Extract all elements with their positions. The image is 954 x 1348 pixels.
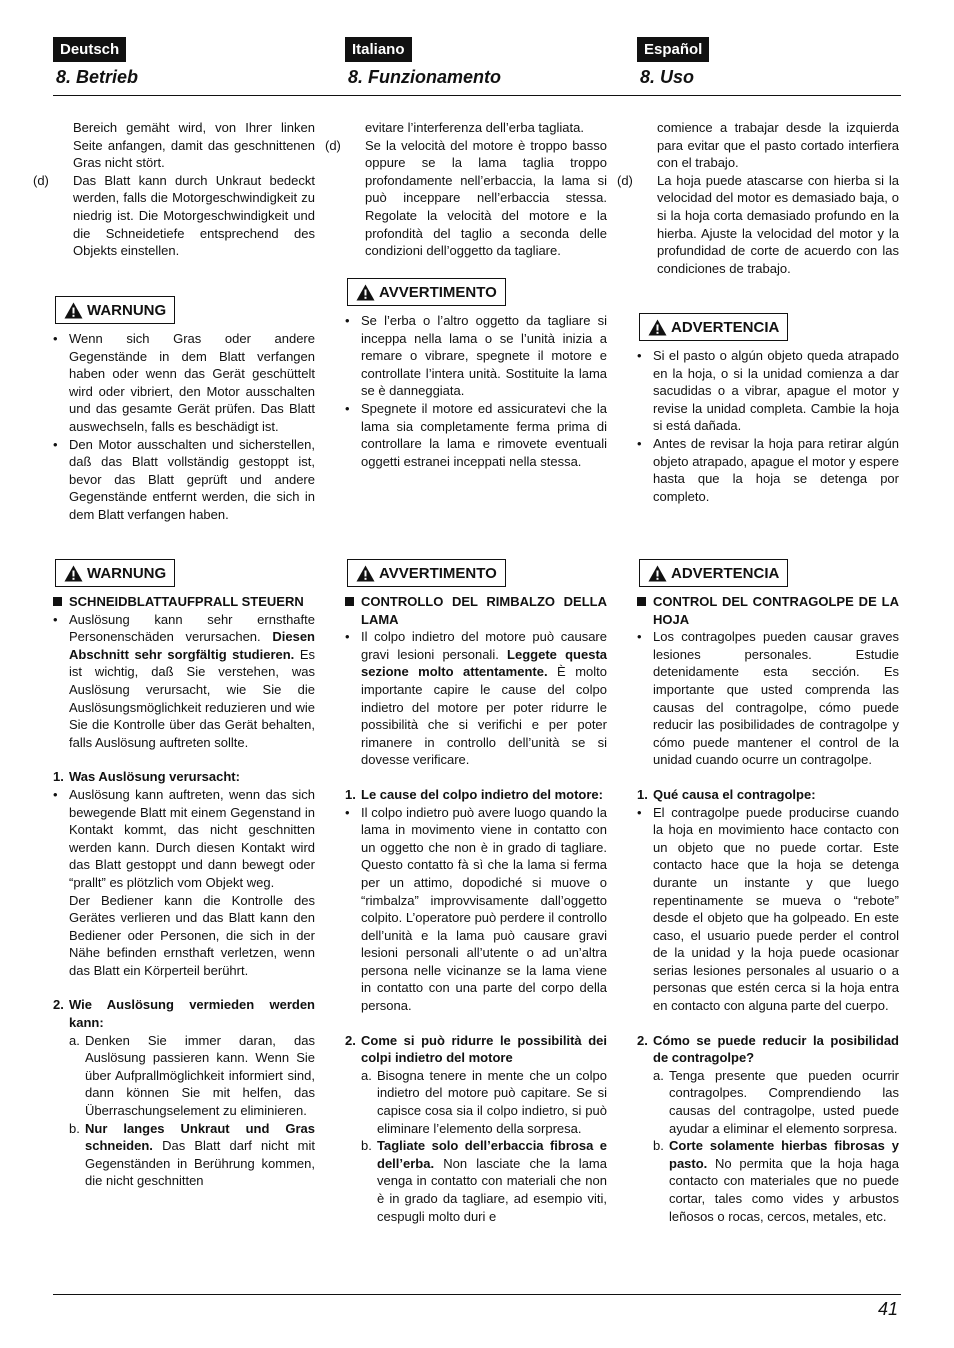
intro-text [33,119,315,260]
warning-triangle-icon [64,565,83,582]
question-2: 2. Wie Auslösung vermieden werden kann: [53,997,315,1031]
kickback-title: CONTROL DEL CONTRAGOLPE DE LA HOJA [637,593,899,628]
page-number: 41 [877,1299,898,1319]
warning-list-1 [637,347,899,505]
warning-label: ADVERTENCIA [671,318,780,336]
question-1-answer: • Auslösung kann auftreten, wenn das sich bewegende Blatt mit einem Gegenstand in Kontakt kommt, das nicht geschnitten werden kann. Durch diesen Kontakt wird das Blatt gestoppt und dann bewegt oder “prallt” es plötzlich vom Objekt weg. Der Bediener kann die Kontrolle des Gerätes verlieren und das Blatt kann den Bediener oder Personen, die sich in der Nähe befinden ernsthaft verletzen, wenn das Blatt ein Körperteil berührt. [53,786,315,978]
kickback-intro: • Los contragolpes pueden causar graves lesiones personales. Estudie detenidamente esta sección. Es importante que usted comprenda las causas del contragolpe, cómo puede reducir las posibilidades de contragolpe y cómo puede mantener el control de la unidad cuando ocurre un contragolpe. [637,629,899,768]
section-title: 8. Betrieb [56,67,139,87]
section-title: 8. Uso [640,67,695,87]
kickback-intro: • Il colpo indietro del motore può causare gravi lesioni personali. Leggete questa sezione molto attentamente. È molto importante capire le cause del colpo indietro del motore per poter ridurre le possibilità che si verifichi e per poter rimanere in controllo dell’unità se si dovesse verificare. [345,629,607,768]
continued-paragraph: Bereich gemäht wird, von Ihrer linken Seite anfangen, damit das geschnittenen Gras nicht stört. [73,120,315,171]
kickback-title: CONTROLLO DEL RIMBALZO DELLA LAMA [345,593,607,628]
answer-b: b. Corte solamente hierbas fibrosas y pasto. No permita que la hoja haga contacto con materiales que no puede cortar, tales como vides y arbustos leñosos o rocas, cercos, metales, etc. [653,1138,899,1224]
answer-b: b. Nur langes Unkraut und Gras schneiden. Das Blatt darf nicht mit Gegenständen in Berührung kommen, die nicht geschnitten [69,1120,315,1189]
warning-triangle-icon [648,319,667,336]
warning-list-1 [53,330,315,524]
list-item: • Spegnete il motore ed assicuratevi che la lama sia completamente ferma prima di controllare la lama e rimovete eventuali oggetti estranei inceppati nella stessa. [345,400,607,469]
list-item: • Wenn sich Gras oder andere Gegenstände in dem Blatt verfangen haben oder wenn das Gerät geschüttelt wird oder vibriert, den Motor ausschalten und das gesamte Gerät prüfen. Das Blatt auswechseln, falls es beschädigt ist. [53,331,315,434]
footer-rule [53,1294,901,1295]
warning-label: ADVERTENCIA [671,564,780,582]
question-1: 1. Le cause del colpo indietro del motore: [345,786,603,802]
language-tab: Italiano [345,37,412,62]
question-1-answer: • El contragolpe puede producirse cuando la hoja en movimiento hace contacto con un objeto que no puede cortar. Este contacto hace que la hoja se detenga durante un instante y que luego repentinamente se mueva o “rebote” desde el objeto que ha golpeado. En este caso, el usuario puede perder el control de la unidad y la hoja puede ocasionar serias lesiones personales al usuario o a personas que estén cerca si la hoja entra en contacto con alguna parte del cuerpo. [637,804,899,1014]
list-item: • Se l’erba o l’altro oggetto da tagliare si inceppa nella lama o se l’unità inizia a remare o vibrare, spegnete il motore e controllate l’intera unità. Sostituite la lama se è danneggiata. [345,313,607,399]
warning-triangle-icon [356,565,375,582]
warning-box-1 [639,313,788,341]
kickback-title: SCHNEIDBLATTAUFPRALL STEUERN [53,593,315,611]
question-1-answer: • Il colpo indietro può avere luogo quando la lama in movimento viene in contatto con un oggetto che non è in grado di tagliare. Questo contatto fà sì che la lama si ferma per un attimo, dopodiché si muove o “rimbalza” improvvisamente dall’oggetto colpito. L’operatore può perdere il controllo dell’unità e la lama può causare gravi lesioni personali all’utente o ad un’altra persona nelle vicinanze se la lama viene in contatto con una parte del corpo della persona. [345,804,607,1014]
language-tab: Español [637,37,709,62]
kickback-section [637,593,899,1225]
warning-label: AVVERTIMENTO [379,283,497,301]
header-rule [53,95,901,96]
list-item: • Den Motor ausschalten und sicherstellen, daß das Blatt vollständig gestoppt ist, bevor das Blatt geprüft und andere Gegenstände entfernt werden, die sich in dem Blatt verfangen haben. [53,436,315,522]
warning-list-1 [345,312,607,470]
continued-paragraph: comience a trabajar desde la izquierda para evitar que el pasto cortado interfiera con el trabajo. [657,120,899,171]
list-item: • Antes de revisar la hoja para retirar algún objeto atrapado, apague el motor y espere hasta que la hoja se detenga por completo. [637,435,899,504]
warning-box-2 [55,559,175,587]
section-title: 8. Funzionamento [348,67,501,87]
list-item: • Si el pasto o algún objeto queda atrapado en la hoja, o si la unidad comienza a dar sacudidas o a vibrar, apague el motor y revise la unidad completa. Cambie la hoja si está dañada. [637,348,899,434]
item-d: (d) Das Blatt kann durch Unkraut bedeckt werden, falls die Motorgeschwindigkeit zu niedrig ist. Die Motorgeschwindigkeit und die Schneidetiefe entsprechend des Objekts einstellen. [33,172,315,259]
question-1: 1. Was Auslösung verursacht: [53,769,240,785]
item-d: (d) Se la velocità del motore è troppo basso oppure se la lama taglia troppo profondamente nell’erbaccia, la lama si può inceppare nell’erbaccia stessa. Regolate la velocità del motore e la profondità del taglio a seconda delle condizioni dell’oggetto da tagliare. [325,137,607,259]
intro-text [325,119,607,260]
warning-triangle-icon [356,284,375,301]
language-tab: Deutsch [53,37,126,62]
question-2: 2. Cómo se puede reducir la posibilidad de contragolpe? [637,1032,899,1066]
warning-box-1 [347,278,506,306]
intro-text [617,119,899,277]
answer-a: a. Bisogna tenere in mente che un colpo indietro del motore può capitare. Se si capisce cosa sia il colpo indietro, si può eliminare l’elemento della sorpresa. [361,1067,607,1136]
warning-triangle-icon [648,565,667,582]
kickback-section [345,593,607,1225]
kickback-section [53,593,315,1190]
item-d: (d) La hoja puede atascarse con hierba si la velocidad del motor es demasiado baja, o si la hoja corta demasiado profundo en la hierba. Ajuste la velocidad del motor y la profundidad de corte de acuerdo con las condiciones de trabajo. [617,172,899,276]
warning-label: WARNUNG [87,564,167,582]
warning-triangle-icon [64,302,83,319]
warning-label: AVVERTIMENTO [379,564,497,582]
continued-paragraph: evitare l’interferenza dell’erba tagliata. [365,120,584,135]
question-2: 2. Come si può ridurre le possibilità dei colpi indietro del motore [345,1032,607,1066]
answer-a: a. Denken Sie immer daran, das Auslösung passieren kann. Wenn Sie über Aufprallmöglichkeit informiert sind, dann können Sie mit helfen, das Überraschungselement zu eliminieren. [69,1032,315,1119]
warning-box-2 [639,559,788,587]
warning-box-1 [55,296,175,324]
kickback-intro: • Auslösung kann sehr ernsthafte Personenschäden verursachen. Diesen Abschnitt sehr sorgfältig studieren. Es ist wichtig, daß Sie verstehen, was Auslösung verursacht, wie Sie die Auslösungsmöglichkeit reduzieren und wie Sie die Kontrolle über das Gerät behalten, falls Auslösung auftreten sollte. [53,611,315,750]
warning-box-2 [347,559,506,587]
warning-label: WARNUNG [87,301,167,319]
answer-b: b. Tagliate solo dell’erbaccia fibrosa e dell’erba. Non lasciate che la lama venga in contatto con materiali che non è in grado da tagliare, ad esempio viti, cespugli molto duri e [361,1138,607,1224]
question-1: 1. Qué causa el contragolpe: [637,786,816,802]
answer-a: a. Tenga presente que pueden ocurrir contragolpes. Comprendiendo las causas del contragolpe, usted puede ayudar a eliminar el elemento sorpresa. [653,1067,899,1136]
